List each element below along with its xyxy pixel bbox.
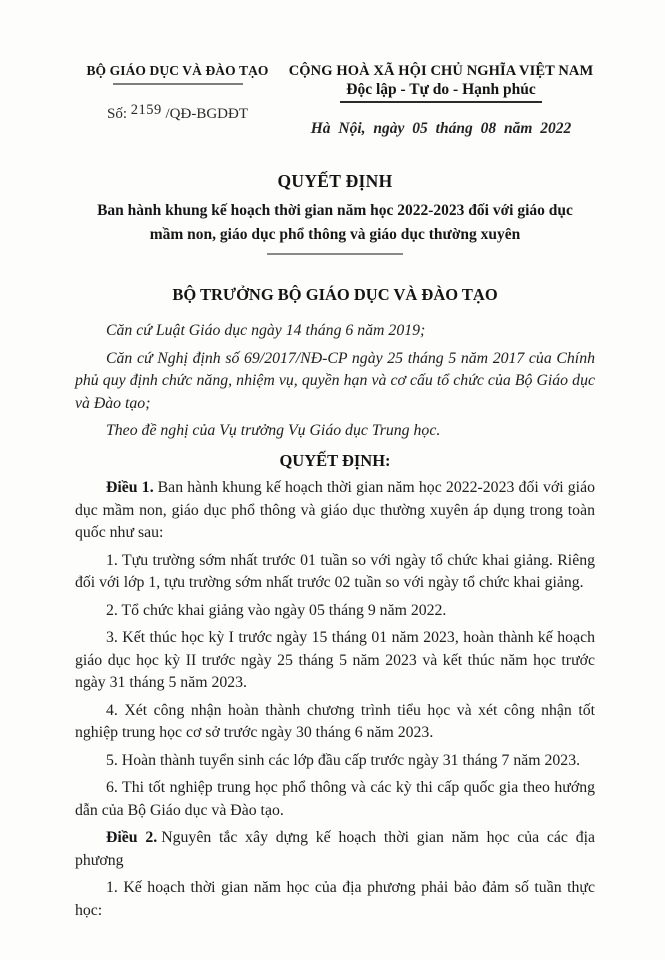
doc-number-label: Số:	[106, 106, 127, 122]
national-motto: Độc lập - Tự do - Hạnh phúc	[340, 80, 541, 103]
document-subtitle-line1: Ban hành khung kế hoạch thời gian năm học 2022-2023 đối với giáo dục	[97, 202, 573, 219]
article-1-item-2: 2. Tổ chức khai giảng vào ngày 05 tháng 9 năm 2022.	[106, 601, 447, 619]
issuing-agency-name: BỘ GIÁO DỤC VÀ ĐÀO TẠO	[86, 63, 269, 78]
document-header	[75, 62, 595, 138]
document-body	[75, 320, 595, 922]
issuer-title: BỘ TRƯỞNG BỘ GIÁO DỤC VÀ ĐÀO TẠO	[172, 285, 498, 304]
article-1-label: Điều 1.	[106, 479, 154, 496]
doc-number-value: 2159	[130, 102, 162, 118]
preamble-paragraph-3: Theo đề nghị của Vụ trưởng Vụ Giáo dục Trung học.	[106, 422, 441, 439]
article-1-item-4: 4. Xét công nhận hoàn thành chương trình tiểu học và xét công nhận tốt nghiệp trung học cơ sở trước ngày 30 tháng 6 năm 2023.	[75, 701, 595, 741]
article-1-item-6: 6. Thi tốt nghiệp trung học phổ thông và các kỳ thi cấp quốc gia theo hướng dẫn của Bộ Giáo dục và Đào tạo.	[75, 779, 595, 819]
issuing-agency-block	[75, 62, 280, 123]
document-subtitle	[75, 199, 595, 246]
article-1-item-5: 5. Hoàn thành tuyển sinh các lớp đầu cấp trước ngày 31 tháng 7 năm 2023.	[106, 751, 581, 769]
preamble-paragraph-2: Căn cứ Nghị định số 69/2017/NĐ-CP ngày 25 tháng 5 năm 2017 của Chính phủ quy định chức năng, nhiệm vụ, quyền hạn và cơ cấu tổ chức của Bộ Giáo dục và Đào tạo;	[75, 349, 595, 412]
article-1-paragraph	[75, 477, 595, 545]
article-2-label: Điều 2.	[106, 829, 158, 846]
document-number-line	[75, 102, 280, 123]
article-1-item-1: 1. Tựu trường sớm nhất trước 01 tuần so với ngày tổ chức khai giảng. Riêng đối với lớp 1, tựu trường sớm nhất trước 02 tuần so với ngày tổ chức khai giảng.	[75, 551, 595, 591]
title-block	[75, 171, 595, 255]
document-title: QUYẾT ĐỊNH	[277, 171, 393, 191]
document-subtitle-line2: mầm non, giáo dục phổ thông và giáo dục thường xuyên	[149, 225, 521, 243]
preamble-paragraph-1: Căn cứ Luật Giáo dục ngày 14 tháng 6 năm 2019;	[106, 322, 426, 339]
decree-heading: QUYẾT ĐỊNH:	[279, 450, 391, 470]
article-2-item-1: 1. Kế hoạch thời gian năm học của địa phương phải bảo đảm số tuần thực học:	[75, 879, 595, 919]
national-header-block	[280, 62, 602, 138]
national-title: CỘNG HOÀ XÃ HỘI CHỦ NGHĨA VIỆT NAM	[288, 63, 594, 79]
subtitle-underline	[267, 253, 403, 255]
article-1-item-3: 3. Kết thúc học kỳ I trước ngày 15 tháng 01 năm 2023, hoàn thành kế hoạch giáo dục học kỳ II trước ngày 25 tháng 5 năm 2023 và kết thúc năm học trước ngày 31 tháng 5 năm 2023.	[75, 629, 595, 691]
agency-underline	[113, 83, 243, 85]
article-2-text: Nguyên tắc xây dựng kế hoạch thời gian năm học của các địa phương	[75, 829, 595, 869]
doc-number-suffix: /QĐ-BGDĐT	[165, 106, 248, 122]
article-2-paragraph	[75, 827, 595, 872]
article-1-text: Ban hành khung kế hoạch thời gian năm học 2022-2023 đối với giáo dục mầm non, giáo dục phổ thông và giáo dục thường xuyên áp dụng trong toàn quốc như sau:	[75, 479, 595, 541]
place-date-line: Hà Nội, ngày 05 tháng 08 năm 2022	[310, 120, 572, 137]
